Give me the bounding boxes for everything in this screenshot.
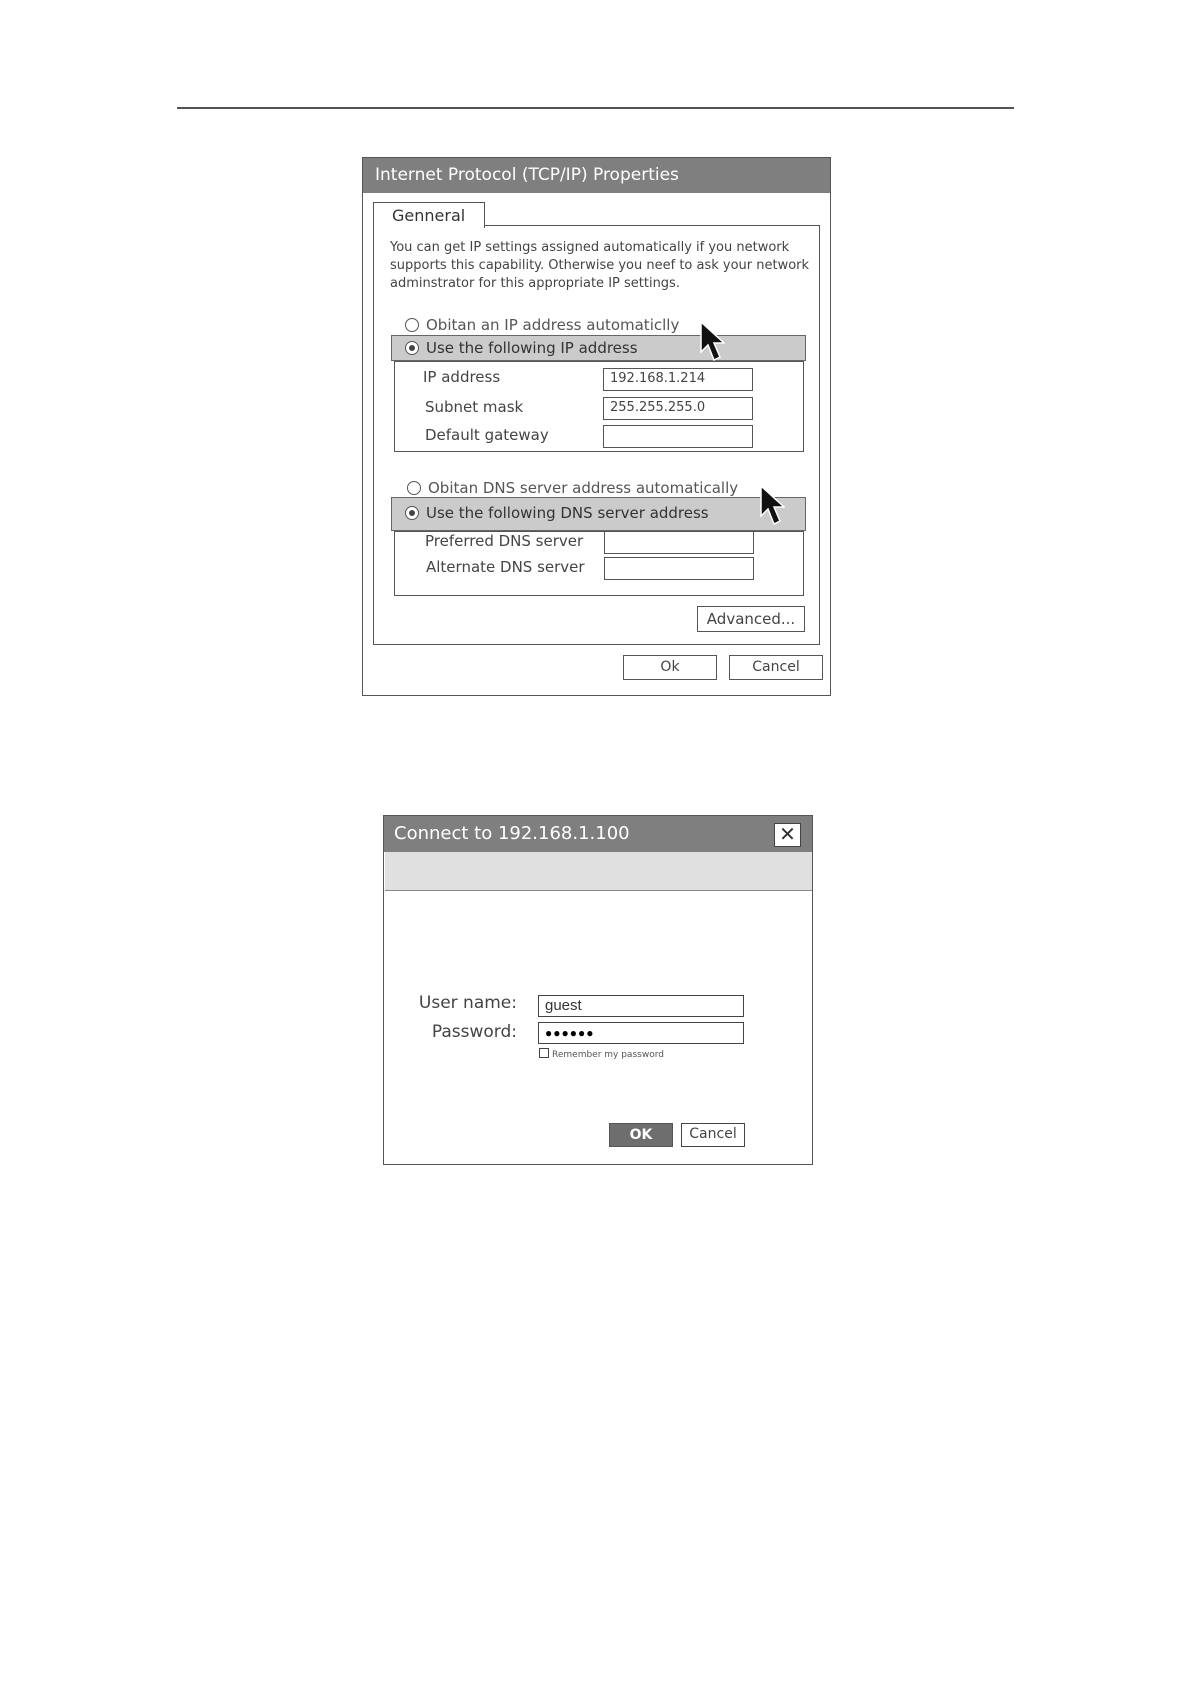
username-label: User name: [418, 993, 517, 1013]
remember-label: Remember my password [552, 1050, 664, 1060]
close-button[interactable] [774, 823, 801, 847]
password-label: Password: [431, 1022, 517, 1042]
subnet-mask-label: Subnet mask [425, 398, 524, 416]
checkbox[interactable] [539, 1048, 549, 1058]
preferred-dns-field[interactable] [604, 531, 754, 554]
ok-button[interactable]: OK [609, 1123, 673, 1147]
preferred-dns-label: Preferred DNS server [425, 532, 584, 550]
radio-button-on[interactable] [405, 506, 419, 520]
dialog-title: Internet Protocol (TCP/IP) Properties [363, 158, 830, 193]
subnet-mask-field[interactable]: 255.255.255.0 [603, 397, 753, 420]
radio-use-following-dns[interactable] [405, 504, 709, 522]
dialog-banner [385, 852, 812, 891]
radio-obtain-ip-auto[interactable] [405, 316, 679, 334]
connect-dialog [383, 815, 813, 1165]
arrow-cursor-icon [759, 484, 785, 528]
description-text: You can get IP settings assigned automatically if you network supports this capability. Otherwise you neef to ask your network adminstrator for this appropriate IP settings. [390, 240, 810, 291]
arrow-cursor-icon [699, 320, 725, 364]
password-input[interactable]: ●●●●●● [538, 1022, 744, 1044]
dialog-title: Connect to 192.168.1.100 [384, 816, 812, 852]
radio-label: Obitan an IP address automaticlly [426, 316, 680, 334]
ok-button[interactable]: Ok [623, 655, 717, 680]
radio-button-off[interactable] [407, 481, 421, 495]
default-gateway-label: Default gateway [425, 426, 549, 444]
radio-use-following-ip[interactable] [405, 339, 638, 357]
close-icon: ✕ [779, 824, 796, 846]
radio-button-off[interactable] [405, 318, 419, 332]
remember-password-checkbox[interactable] [539, 1048, 664, 1060]
radio-label: Obitan DNS server address automatically [428, 479, 739, 497]
ip-address-field[interactable]: 192.168.1.214 [603, 368, 753, 391]
page-header-rule [177, 107, 1014, 109]
radio-button-on[interactable] [405, 341, 419, 355]
tab-general[interactable]: Genneral [373, 202, 485, 228]
advanced-button[interactable]: Advanced... [697, 606, 805, 632]
radio-label: Use the following DNS server address [426, 504, 709, 522]
username-input[interactable]: guest [538, 995, 744, 1017]
cancel-button[interactable]: Cancel [729, 655, 823, 680]
alternate-dns-label: Alternate DNS server [426, 558, 585, 576]
alternate-dns-field[interactable] [604, 557, 754, 580]
ip-address-label: IP address [423, 368, 501, 386]
tcpip-properties-dialog [362, 157, 831, 696]
cancel-button[interactable]: Cancel [681, 1123, 745, 1147]
radio-label: Use the following IP address [426, 339, 638, 357]
default-gateway-field[interactable] [603, 425, 753, 448]
radio-obtain-dns-auto[interactable] [407, 479, 738, 497]
